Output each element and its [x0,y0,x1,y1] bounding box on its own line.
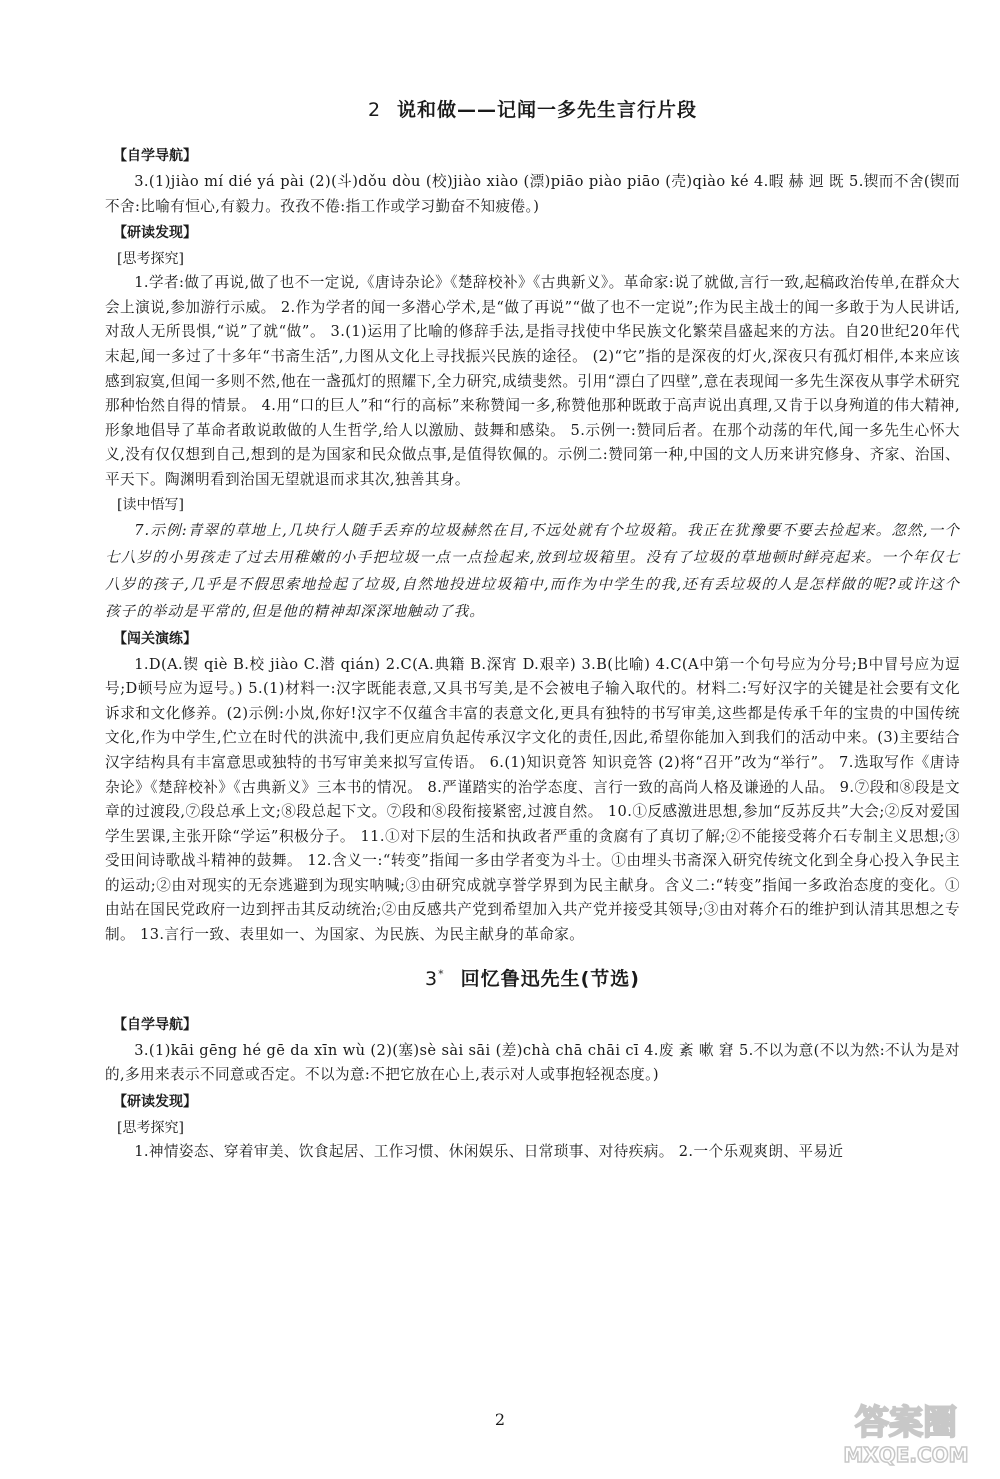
lesson2-zixue-text: 3.(1)jiào mí dié yá pài (2)(斗)dǒu dòu (校)jiào xiào (漂)piāo piào piāo (壳)qiào ké 4.暇 赫 迥 既 5.锲而不舍(锲而不舍:比喻有恒心,有毅力。孜孜不倦:指工作或学习勤奋不知疲倦。) [105,173,960,215]
lesson3-title [105,964,960,991]
lesson2-zixue-heading: 【自学导航】 [113,148,197,164]
lesson2-duzhong-heading: [读中悟写] [117,496,184,513]
lesson3-star: * [438,967,445,981]
section-gap [105,948,960,964]
page-number: 2 [494,1410,506,1429]
lesson3-zixue-text: 3.(1)kāi gēng hé gē da xīn wù (2)(塞)sè sài sāi (差)chà chā chāi cī 4.废 紊 嗽 窘 5.不以为意(不以为然:不认为是对的,多用来表示不同意或否定。不以为意:不把它放在心上,表示对人或事抱轻视态度。) [105,1041,961,1084]
lesson2-number: 2 [367,99,382,121]
lesson3-number-value: 3 [425,967,439,990]
lesson2-yandu-heading: 【研读发现】 [113,225,197,242]
lesson3-yandu-heading: 【研读发现】 [113,1093,197,1110]
lesson3-title-text: 回忆鲁迅先生(节选) [460,967,640,990]
lesson2-sikao-heading: [思考探究] [117,251,184,268]
watermark-en-text: MXQE.COM [843,1443,969,1467]
lesson3-sikao-heading: [思考探究] [117,1119,184,1136]
lesson2-title [105,95,960,122]
lesson2-duzhong-text: 7.示例:青翠的草地上,几块行人随手丢弃的垃圾赫然在目,不远处就有个垃圾箱。我正在犹豫要不要去捡起来。忽然,一个七八岁的小男孩走了过去用稚嫩的小手把垃圾一点一点捡起来,放到垃圾箱里。没有了垃圾的草地顿时鲜亮起来。一个年仅七八岁的孩子,几乎是不假思索地捡起了垃圾,自然地投进垃圾箱中,而作为中学生的我,还有丢垃圾的人是怎样做的呢?或许这个孩子的举动是平常的,但是他的精神却深深地触动了我。 [105,521,960,620]
document-page [105,95,960,1164]
lesson3-sikao-text: 1.神情姿态、穿着审美、饮食起居、工作习惯、休闲娱乐、日常琐事、对待疾病。 2.一个乐观爽朗、平易近 [134,1142,844,1160]
lesson2-chuangguan-text: 1.D(A.锲 qiè B.校 jiào C.潜 qián) 2.C(A.典籍 B.深宵 D.艰辛) 3.B(比喻) 4.C(A中第一个句号应为分号;B中冒号应为逗号;D顿号应为逗号。) 5.(1)材料一:汉字既能表意,又具书写美,是不会被电子输入取代的。材料二:写好汉字的关键是社会要有文化诉求和文化修养。(2)示例:小岚,你好!汉字不仅蕴含丰富的表意文化,更具有独特的书写审美,这些都是传承千年的宝贵的中国传统文化,作为中学生,伫立在时代的洪流中,我们更应肩负起传承汉字文化的责任,因此,希望你能加入到我们的活动中来。(3)主要结合汉字结构具有丰富意思或独特的书写审美来拟写宣传语。 6.(1)知识竟答 知识竞答 (2)将“召开”改为“举行”。 7.选取写作《唐诗杂论》《楚辞校补》《古典新义》三本书的情况。 8.严谨踏实的治学态度、言行一致的高尚人格及谦逊的人品。 9.⑦段和⑧段是文章的过渡段,⑦段总承上文;⑧段总起下文。⑦段和⑧段衔接紧密,过渡自然。 10.①反感激进思想,参加“反苏反共”大会;②反对爱国学生罢课,主张开除“学运”积极分子。 11.①对下层的生活和执政者严重的贪腐有了真切了解;②不能接受蒋介石专制主义思想;③受田间诗歌战斗精神的鼓舞。 12.含义一:“转变”指闻一多由学者变为斗士。①由埋头书斋深入研究传统文化到全身心投入争民主的运动;②由对现实的无奈逃避到为现实呐喊;③由研究成就享誉学界到为民主献身。含义二:“转变”指闻一多政治态度的变化。①由站在国民党政府一边到抨击其反动统治;②由反感共产党到希望加入共产党并接受其领导;③由对蒋介石的维护到认清其思想之专制。 13.言行一致、表里如一、为国家、为民族、为民主献身的革命家。 [105,655,960,944]
lesson2-chuangguan-heading: 【闯关演练】 [113,630,197,647]
lesson3-zixue-heading: 【自学导航】 [113,1016,197,1033]
lesson3-number [425,968,445,990]
watermark-cn-text: 答案圈 [855,1403,957,1443]
watermark-logo [826,1392,986,1470]
lesson2-sikao-text: 1.学者:做了再说,做了也不一定说,《唐诗杂论》《楚辞校补》《古典新义》。革命家:说了就做,言行一致,起稿政治传单,在群众大会上演说,参加游行示威。 2.作为学者的闻一多潜心学术,是“做了再说”“做了也不一定说”;作为民主战士的闻一多敢于为人民讲话,对敌人无所畏惧,“说”了就“做”。 3.(1)运用了比喻的修辞手法,是指寻找使中华民族文化繁荣昌盛起来的方法。自20世纪20年代末起,闻一多过了十多年“书斋生活”,力图从文化上寻找振兴民族的途径。 (2)“它”指的是深夜的灯火,深夜只有孤灯相伴,本来应该感到寂寞,但闻一多则不然,他在一盏孤灯的照耀下,全力研究,成绩斐然。引用“漂白了四壁”,意在表现闻一多先生深夜从事学术研究那种怡然自得的情景。 4.用“口的巨人”和“行的高标”来称赞闻一多,称赞他那种既敢于高声说出真理,又肯于以身殉道的伟大精神,形象地倡导了革命者敢说敢做的人生哲学,给人以激励、鼓舞和感染。 5.示例一:赞同后者。在那个动荡的年代,闻一多先生心怀大义,没有仅仅想到自己,想到的是为国家和民众做点事,是值得钦佩的。示例二:赞同第一种,中国的文人历来讲究修身、齐家、治国、平天下。陶渊明看到治国无望就退而求其次,独善其身。 [105,274,960,488]
lesson2-title-text: 说和做——记闻一多先生言行片段 [397,99,698,121]
